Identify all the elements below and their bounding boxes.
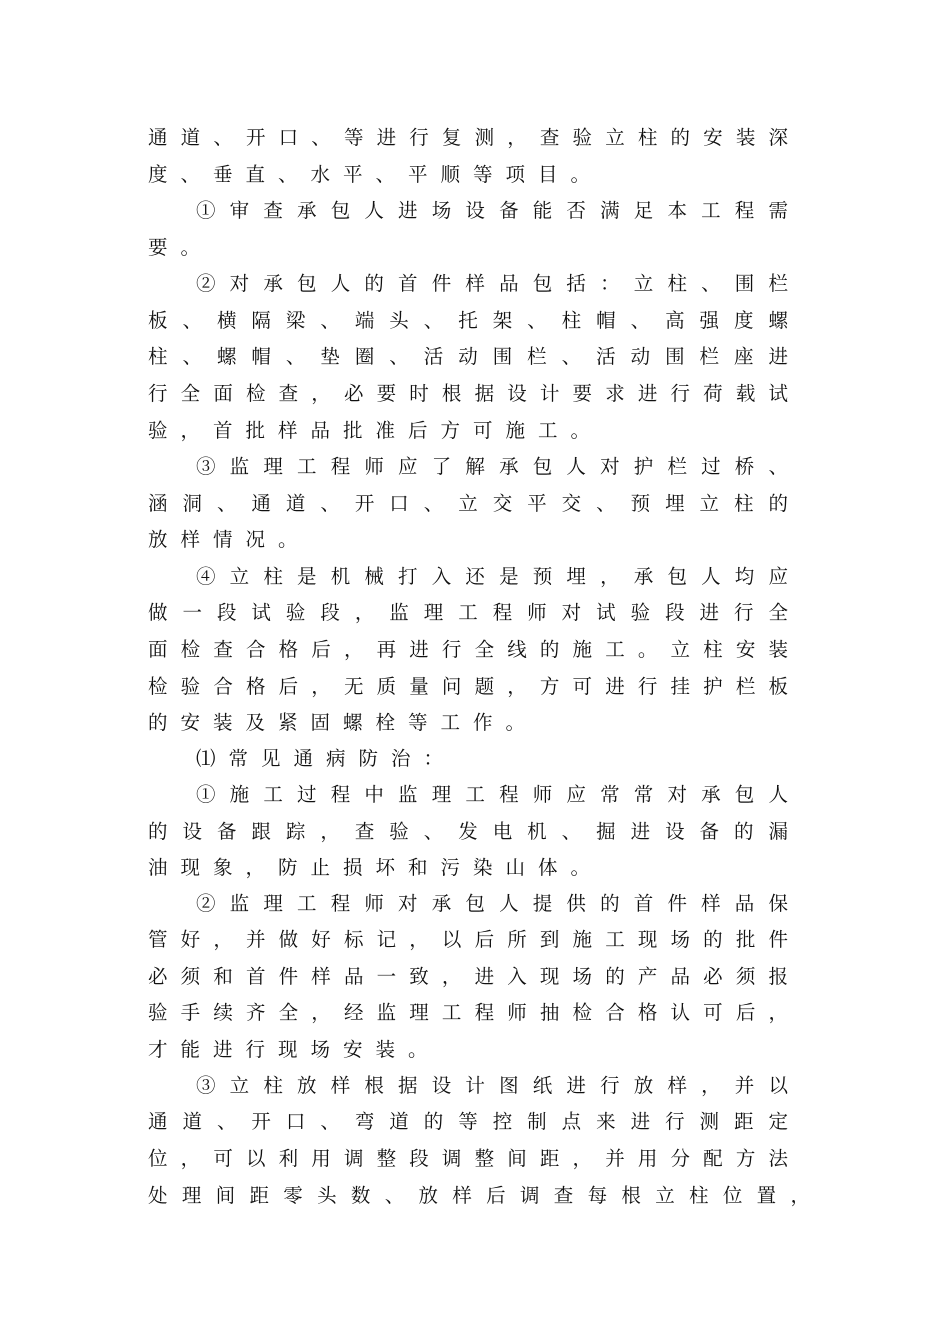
text-line: 通道、开口、等进行复测，查验立柱的安装深: [148, 126, 788, 149]
text-line: 验，首批样品批准后方可施工。: [148, 419, 604, 442]
text-line: 放样情况。: [148, 528, 311, 551]
text-line: 检验合格后，无质量问题，方可进行挂护栏板: [148, 675, 788, 698]
text-line: ③监理工程师应了解承包人对护栏过桥、: [196, 455, 788, 478]
text-line: 度、垂直、水平、平顺等项目。: [148, 163, 604, 186]
text-line: 柱、螺帽、垫圈、活动围栏、活动围栏座进: [148, 345, 788, 368]
text-line: ④立柱是机械打入还是预埋，承包人均应: [196, 565, 788, 588]
text-line: 涵洞、通道、开口、立交平交、预埋立柱的: [148, 492, 788, 515]
text-line: 行全面检查，必要时根据设计要求进行荷载试: [148, 382, 788, 405]
text-line: 才能进行现场安装。: [148, 1038, 441, 1061]
text-line: 面检查合格后，再进行全线的施工。立柱安装: [148, 638, 788, 661]
text-line: 位，可以利用调整段调整间距，并用分配方法: [148, 1147, 788, 1170]
text-line: ②对承包人的首件样品包括：立柱、围栏: [196, 272, 788, 295]
text-line: 要。: [148, 236, 214, 259]
text-line: ①施工过程中监理工程师应常常对承包人: [196, 783, 788, 806]
text-line: 验手续齐全，经监理工程师抽检合格认可后，: [148, 1001, 788, 1024]
text-line: ②监理工程师对承包人提供的首件样品保: [196, 892, 788, 915]
text-line: 的安装及紧固螺栓等工作。: [148, 711, 539, 734]
section-heading: ⑴常见通病防治：: [196, 747, 457, 770]
text-line: 处理间距零头数、放样后调查每根立柱位置，: [148, 1184, 810, 1207]
text-line: 做一段试验段，监理工程师对试验段进行全: [148, 601, 788, 624]
text-line: 油现象，防止损坏和污染山体。: [148, 856, 604, 879]
text-line: 板、横隔梁、端头、托架、柱帽、高强度螺: [148, 309, 788, 332]
text-line: 必须和首件样品一致，进入现场的产品必须报: [148, 965, 788, 988]
text-line: 管好，并做好标记，以后所到施工现场的批件: [148, 928, 788, 951]
text-line: 的设备跟踪，查验、发电机、掘进设备的漏: [148, 820, 788, 843]
text-line: 通道、开口、弯道的等控制点来进行测距定: [148, 1110, 788, 1133]
text-line: ①审查承包人进场设备能否满足本工程需: [196, 199, 788, 222]
text-line: ③立柱放样根据设计图纸进行放样，并以: [196, 1074, 788, 1097]
